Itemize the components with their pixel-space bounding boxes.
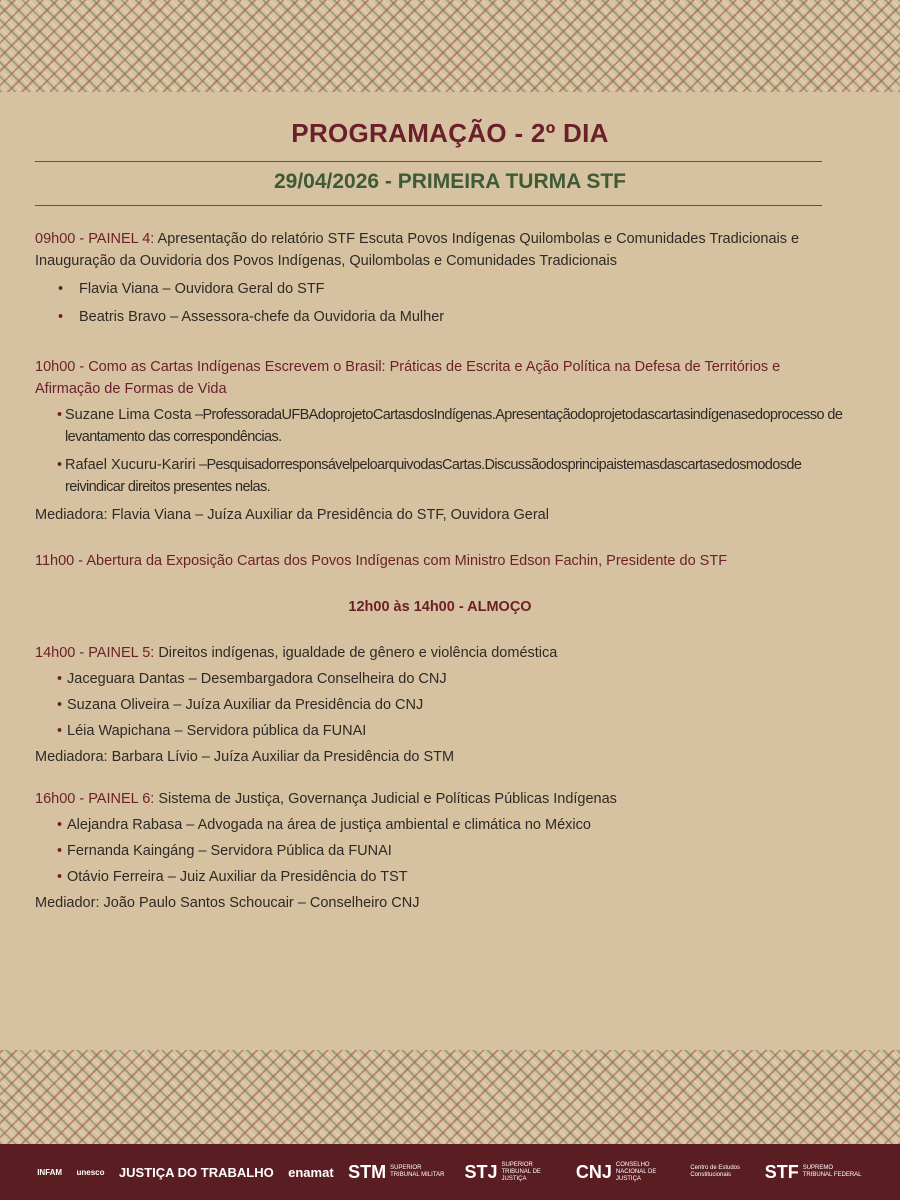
speaker-item: • Jaceguara Dantas – Desembargadora Conselheira do CNJ: [35, 668, 845, 690]
speaker-item: • Léia Wapichana – Servidora pública da FUNAI: [35, 720, 845, 742]
speaker-item: • Otávio Ferreira – Juiz Auxiliar da Presidência do TST: [35, 866, 845, 888]
session-topic: Apresentação do relatório STF Escuta Povos Indígenas Quilombolas e Comunidades Tradicionais e Inauguração da Ouvidoria dos Povos Indígenas, Quilombolas e Comunidades Tradicionais: [35, 231, 800, 269]
infam-logo: INFAM: [37, 1167, 63, 1177]
cnj-logo: CNJ CONSELHO NACIONAL DE JUSTIÇA: [575, 1161, 657, 1182]
schedule: [35, 228, 845, 914]
speaker-item: • Flavia Viana – Ouvidora Geral do STF: [35, 278, 845, 300]
speaker-name: Suzane Lima Costa: [65, 407, 192, 423]
session-time: 09h00 - PAINEL 4:: [35, 231, 155, 247]
divider-top: [35, 161, 822, 162]
lunch-break: 12h00 às 14h00 - ALMOÇO: [348, 599, 532, 615]
speaker-list: [35, 668, 845, 742]
justica-do-trabalho-logo: JUSTIÇA DO TRABALHO: [118, 1164, 274, 1180]
speaker-description: –ProfessoradaUFBAdoprojetoCartasdosIndígenas.Apresentaçãodoprojetodascartasindígenasedoprocesso de levantamento das correspondências.: [65, 407, 843, 445]
moderator: Mediador: João Paulo Santos Schoucair – Conselheiro CNJ: [35, 895, 420, 911]
decorative-pattern-top: [0, 0, 900, 92]
session-time: 14h00 - PAINEL 5:: [35, 645, 155, 661]
stf-logo: STF SUPREMO TRIBUNAL FEDERAL: [764, 1161, 862, 1182]
speaker-item: • Fernanda Kaingáng – Servidora Pública da FUNAI: [35, 840, 845, 862]
session-topic: Sistema de Justiça, Governança Judicial e Políticas Públicas Indígenas: [154, 791, 617, 807]
divider-bottom: [35, 205, 822, 206]
unesco-logo: unesco: [76, 1167, 105, 1177]
session-heading: [35, 642, 845, 664]
centro-estudos-logo: Centro de Estudos Constitucionais: [690, 1165, 741, 1178]
speaker-item: [35, 404, 845, 448]
session-topic: Direitos indígenas, igualdade de gênero e violência doméstica: [154, 645, 558, 661]
moderator: Mediadora: Flavia Viana – Juíza Auxiliar da Presidência do STF, Ouvidora Geral: [35, 507, 549, 523]
enamat-logo: enamat: [288, 1164, 334, 1180]
decorative-pattern-bottom: [0, 1050, 900, 1144]
speaker-item: • Beatris Bravo – Assessora-chefe da Ouvidoria da Mulher: [35, 306, 845, 328]
speaker-description: –PesquisadorresponsávelpeloarquivodasCartas.Discussãodosprincipaistemasdascartasedosmodosde reivindicar direitos presentes nelas.: [65, 457, 802, 495]
speaker-list: [35, 404, 845, 498]
footer-logos: [0, 1144, 900, 1200]
speaker-list: [35, 278, 845, 328]
session-heading: [35, 228, 845, 272]
page-subtitle: 29/04/2026 - PRIMEIRA TURMA STF: [273, 170, 627, 193]
speaker-list: [35, 814, 845, 888]
session-heading: 10h00 - Como as Cartas Indígenas Escrevem o Brasil: Práticas de Escrita e Ação Política na Defesa de Territórios e Afirmação de Formas de Vida: [35, 359, 781, 397]
moderator: Mediadora: Barbara Lívio – Juíza Auxiliar da Presidência do STM: [35, 749, 455, 765]
speaker-item: • Alejandra Rabasa – Advogada na área de justiça ambiental e climática no México: [35, 814, 845, 836]
speaker-name: Rafael Xucuru-Kariri: [65, 457, 196, 473]
session-heading: 11h00 - Abertura da Exposição Cartas dos Povos Indígenas com Ministro Edson Fachin, Presidente do STF: [35, 553, 728, 569]
session-time: 16h00 - PAINEL 6:: [35, 791, 155, 807]
stj-logo: STJ SUPERIOR TRIBUNAL DE JUSTIÇA: [464, 1161, 541, 1182]
speaker-item: [35, 454, 845, 498]
speaker-item: • Suzana Oliveira – Juíza Auxiliar da Presidência do CNJ: [35, 694, 845, 716]
stm-logo: STM SUPERIOR TRIBUNAL MILITAR: [348, 1161, 445, 1182]
session-heading: [35, 788, 845, 810]
page-title: PROGRAMAÇÃO - 2º DIA: [291, 118, 609, 148]
